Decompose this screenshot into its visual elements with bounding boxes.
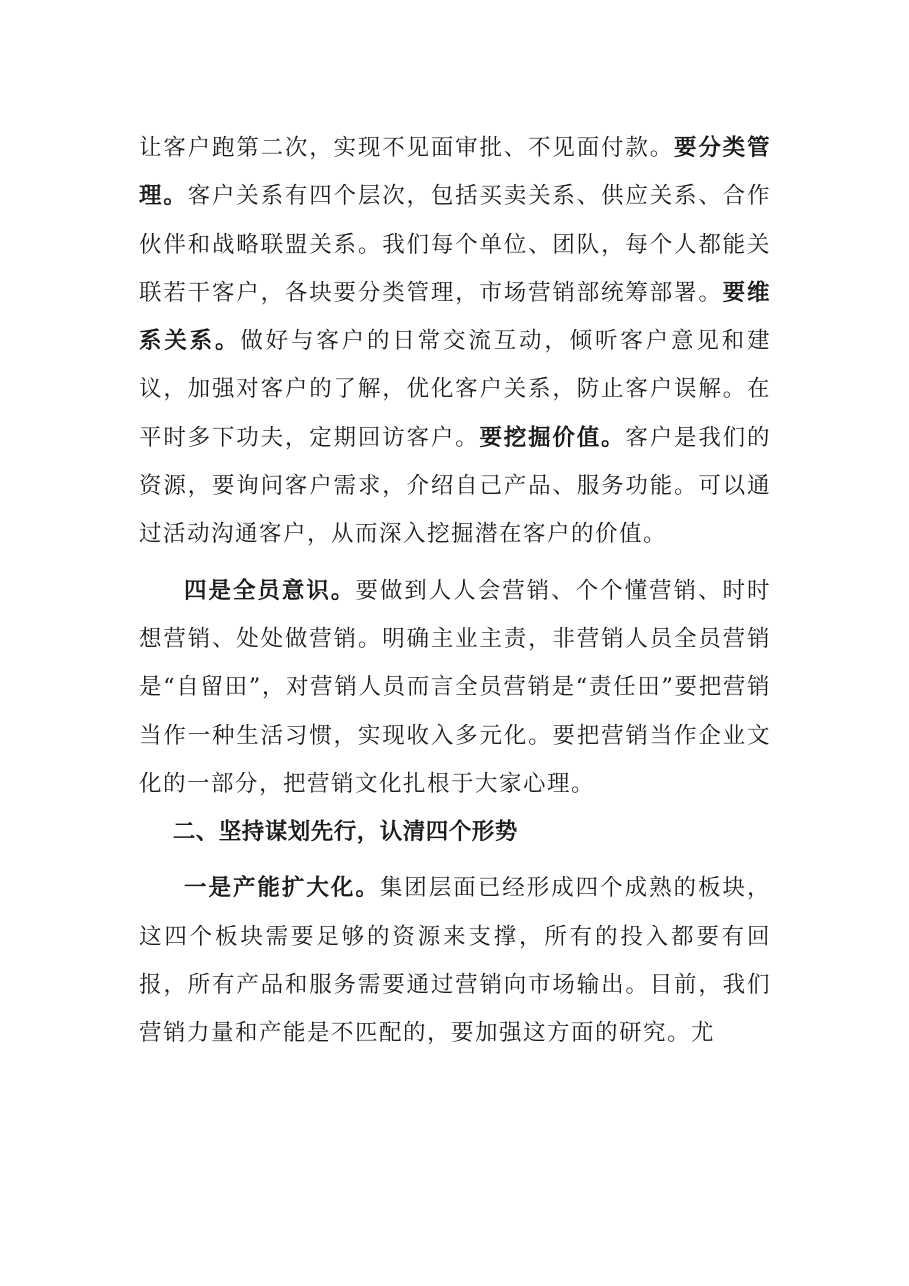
bold-lead-capacity: 一是产能扩大化。 <box>184 875 380 902</box>
paragraph-text: 要做到人人会营销、个个懂营销、时时想营销、处处做营销。明确主业主责，非营销人员全员营销是“自留田”，对营销人员而言全员营销是“责任田”要把营销当作一种生活习惯，实现收入多元化。要把营销当作企业文化的一部分，把营销文化扎根于大家心理。 <box>139 577 771 797</box>
paragraph-text: 让客户跑第二次，实现不见面审批、不见面付款。 <box>139 135 675 161</box>
paragraph-capacity <box>139 864 771 1057</box>
paragraph-text: 集团层面已经形成四个成熟的板块，这四个板块需要足够的资源来支撑，所有的投入都要有回报，所有产品和服务需要通过营销向市场输出。目前，我们营销力量和产能是不匹配的，要加强这方面的研究。尤 <box>139 875 771 1047</box>
document-body <box>139 124 771 1058</box>
bold-lead-all-staff: 四是全员意识。 <box>184 577 356 604</box>
paragraph-all-staff <box>139 567 771 808</box>
bold-lead-classify: 要分类管理。 <box>139 135 771 210</box>
section-heading-2: 二、坚持谋划先行，认清四个形势 <box>172 819 518 846</box>
paragraph-client-management <box>139 124 771 559</box>
paragraph-text: 客户是我们的资源，要询问客户需求，介绍自己产品、服务功能。可以通过活动沟通客户，从而深入挖掘潜在客户的价值。 <box>139 424 771 548</box>
bold-lead-value: 要挖掘价值。 <box>479 424 626 451</box>
paragraph-text: 做好与客户的日常交流互动，倾听客户意见和建议，加强对客户的了解，优化客户关系，防止客户误解。在平时多下功夫，定期回访客户。 <box>139 328 771 451</box>
paragraph-text: 客户关系有四个层次，包括买卖关系、供应关系、合作伙伴和战略联盟关系。我们每个单位、团队，每个人都能关联若干客户，各块要分类管理，市场营销部统筹部署。 <box>139 183 771 306</box>
bold-lead-maintain: 要维系关系。 <box>139 279 771 355</box>
